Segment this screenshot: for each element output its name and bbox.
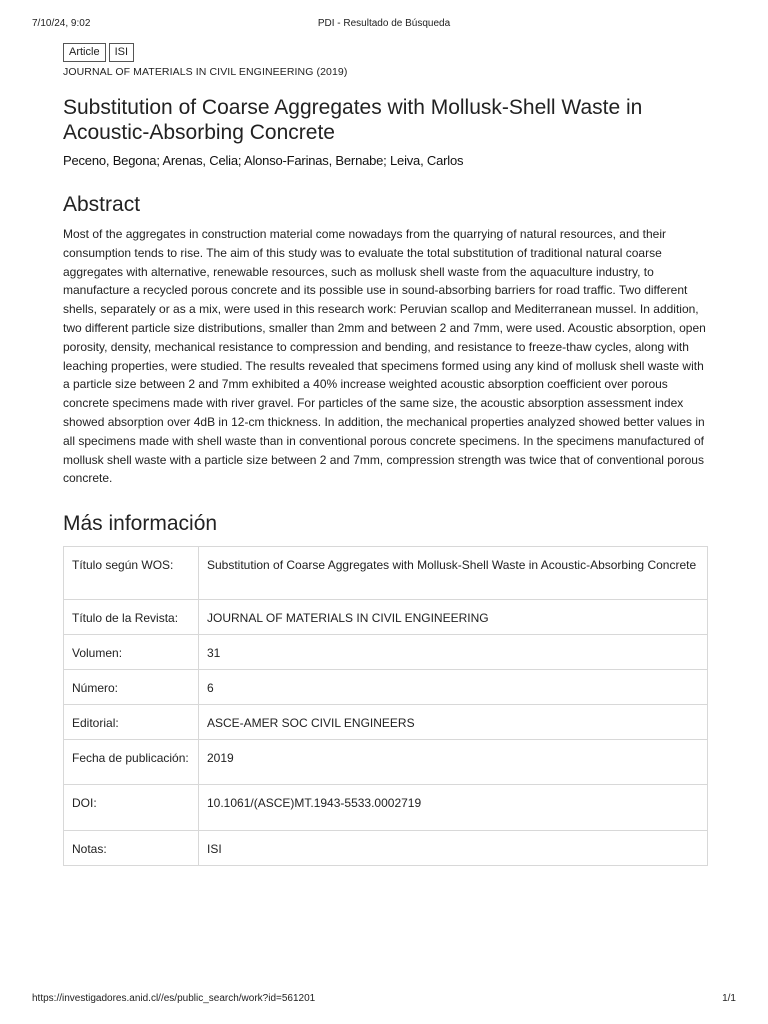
table-row xyxy=(64,831,708,866)
table-row xyxy=(64,547,708,600)
table-row xyxy=(64,740,708,785)
table-row xyxy=(64,600,708,635)
print-header xyxy=(32,18,736,32)
table-row xyxy=(64,705,708,740)
info-label: Título según WOS: xyxy=(64,547,199,600)
record-content xyxy=(63,43,708,866)
abstract-text: Most of the aggregates in construction material come nowadays from the quarrying of natural resources, and their consumption tends to rise. The aim of this study was to evaluate the total substitution of traditional natural coarse aggregates with alternative, renewable resources, such as mollusk shell waste from the aquaculture industry, to manufacture a recycled porous concrete and its possible use in sound-absorbing barriers for road traffic. Two different shells, separately or as a mix, were used in this research work: Peruvian scallop and Mediterranean mussel. In addition, two different particle size distributions, smaller than 2mm and between 2 and 7mm, were used. Acoustic absorption, open porosity, density, mechanical resistance to compression and bending, and resistance to freeze-thaw cycles, along with leaching properties, were studied. The results revealed that specimens formed using any kind of mollusk shell waste with a particle size between 2 and 7mm exhibited a 40% increase weighted acoustic absorption coefficient over porous concrete specimens made with river gravel. For particles of the same size, the acoustic absorption assessment index showed absorption over 4dB in 12-cm thickness. In addition, the mechanical properties analyzed showed better values in all specimens made with shell waste than in conventional porous concrete specimens. In the specimens manufactured of mollusk shell waste with a particle size between 2 and 7mm, compression strength was twice that of conventional porous concrete. xyxy=(63,227,706,486)
table-row xyxy=(64,785,708,831)
page-title: Substitution of Coarse Aggregates with Mollusk-Shell Waste in Acoustic-Absorbing Concrete xyxy=(63,96,643,144)
info-label: DOI: xyxy=(64,785,199,831)
table-row xyxy=(64,670,708,705)
info-value: Substitution of Coarse Aggregates with Mollusk-Shell Waste in Acoustic-Absorbing Concrete xyxy=(199,547,708,600)
print-page-count: 1/1 xyxy=(722,993,736,1004)
info-label: Volumen: xyxy=(64,635,199,670)
print-datetime: 7/10/24, 9:02 xyxy=(32,18,91,29)
table-row xyxy=(64,635,708,670)
info-label: Editorial: xyxy=(64,705,199,740)
print-page-title: PDI - Resultado de Búsqueda xyxy=(317,18,451,29)
info-value: 31 xyxy=(199,635,708,670)
info-label: Fecha de publicación: xyxy=(64,740,199,785)
info-value: 6 xyxy=(199,670,708,705)
abstract-heading: Abstract xyxy=(63,193,141,216)
tag-article: Article xyxy=(63,43,106,62)
info-value: ISI xyxy=(199,831,708,866)
journal-line: JOURNAL OF MATERIALS IN CIVIL ENGINEERING (2019) xyxy=(63,66,348,78)
info-label: Notas: xyxy=(64,831,199,866)
info-table xyxy=(63,546,708,866)
info-label: Título de la Revista: xyxy=(64,600,199,635)
authors: Peceno, Begona; Arenas, Celia; Alonso-Farinas, Bernabe; Leiva, Carlos xyxy=(63,153,464,168)
print-footer xyxy=(32,993,736,1007)
info-label: Número: xyxy=(64,670,199,705)
tag-list xyxy=(63,43,708,62)
tag-isi: ISI xyxy=(109,43,134,62)
info-value: ASCE-AMER SOC CIVIL ENGINEERS xyxy=(199,705,708,740)
info-value: 10.1061/(ASCE)MT.1943-5533.0002719 xyxy=(199,785,708,831)
info-heading: Más información xyxy=(63,512,218,536)
info-value: 2019 xyxy=(199,740,708,785)
info-value: JOURNAL OF MATERIALS IN CIVIL ENGINEERING xyxy=(199,600,708,635)
print-url: https://investigadores.anid.cl//es/public_search/work?id=561201 xyxy=(32,993,316,1004)
